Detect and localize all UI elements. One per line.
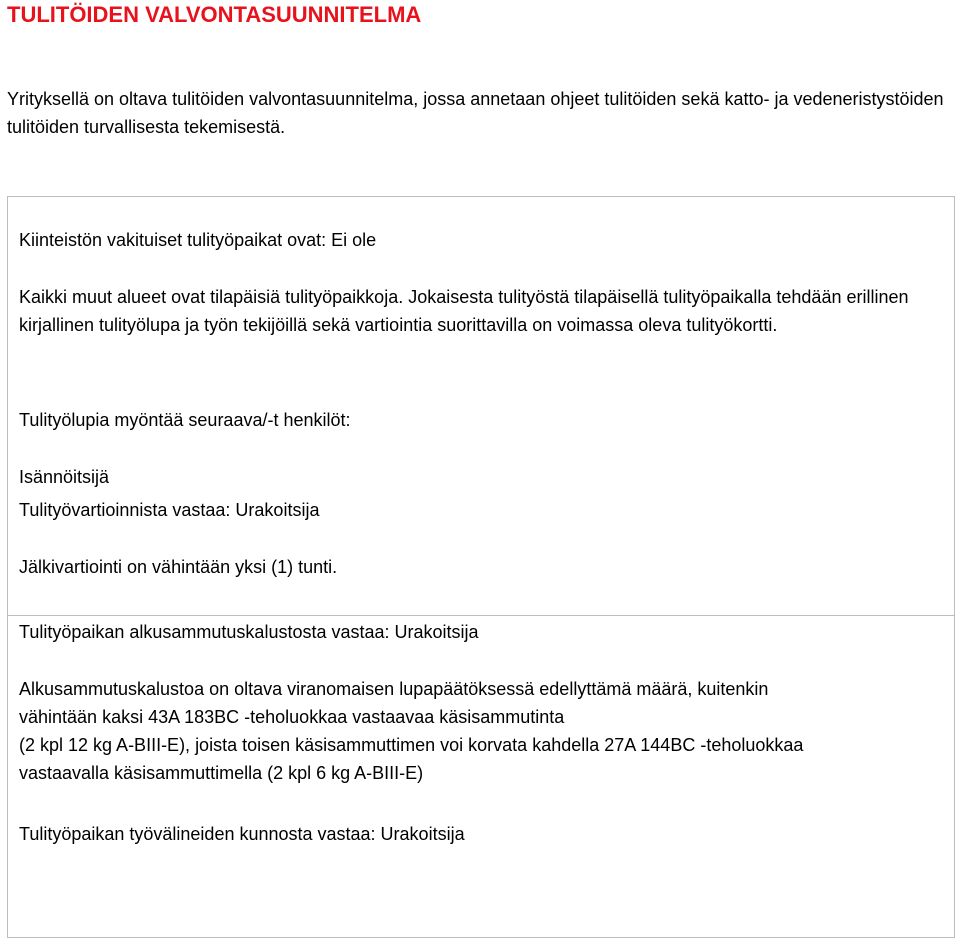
intro-paragraph: Yrityksellä on oltava tulitöiden valvontasuunnitelma, jossa annetaan ohjeet tulitöiden sekä katto- ja vedeneristystöiden tulitöiden turvallisesta tekemisestä. <box>7 89 944 137</box>
post-watch-duration: Jälkivartiointi on vähintään yksi (1) tunti. <box>19 557 338 577</box>
tools-responsible: Tulityöpaikan työvälineiden kunnosta vastaa: Urakoitsija <box>19 824 465 844</box>
temporary-sites-paragraph: Kaikki muut alueet ovat tilapäisiä tulityöpaikkoja. Jokaisesta tulityöstä tilapäisellä tulityöpaikalla tehdään erillinen kirjallinen tulityölupa ja työn tekijöillä sekä vartiointia suorittavilla on voimassa oleva tulityökortti. <box>19 287 909 335</box>
extinguisher-requirement-line-3: (2 kpl 12 kg A-BIII-E), joista toisen käsisammuttimen voi korvata kahdella 27A 144BC -teholuokkaa <box>19 735 804 755</box>
permit-issuer-value: Isännöitsijä <box>19 467 110 487</box>
extinguisher-responsible: Tulityöpaikan alkusammutuskalustosta vastaa: Urakoitsija <box>19 622 479 642</box>
extinguisher-requirement-line-4: vastaavalla käsisammuttimella (2 kpl 6 kg A-BIII-E) <box>19 763 424 783</box>
permit-issuers-label: Tulityölupia myöntää seuraava/-t henkilöt: <box>19 410 351 430</box>
extinguisher-requirement-line-2: vähintään kaksi 43A 183BC -teholuokkaa vastaavaa käsisammutinta <box>19 707 565 727</box>
extinguisher-requirement-line-1: Alkusammutuskalustoa on oltava viranomaisen lupapäätöksessä edellyttämä määrä, kuitenkin <box>19 679 769 699</box>
fire-work-sites-section <box>7 196 955 616</box>
document-title: TULITÖIDEN VALVONTASUUNNITELMA <box>7 2 422 27</box>
fire-extinguishing-section <box>7 615 955 938</box>
permanent-sites-text: Kiinteistön vakituiset tulityöpaikat ovat: Ei ole <box>19 230 377 250</box>
fire-watch-responsible: Tulityövartioinnista vastaa: Urakoitsija <box>19 500 320 520</box>
